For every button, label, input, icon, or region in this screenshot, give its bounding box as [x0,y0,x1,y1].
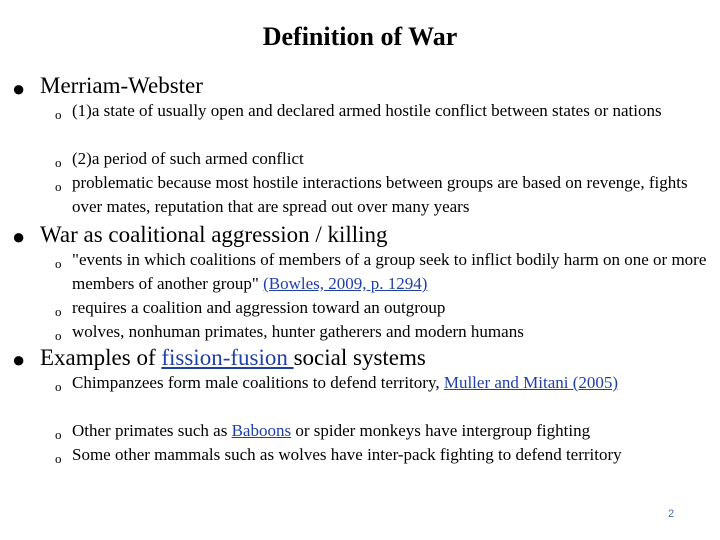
bullet-dot: ● [12,347,26,372]
slide-title: Definition of War [262,22,458,51]
item-text: or spider monkeys have intergroup fighting [291,421,591,440]
quote-text: "events in which coalitions of members of a group seek to inflict bodily harm on one or more members of another group" [72,250,707,293]
section-heading-coalitional-aggression: War as coalitional aggression / killing [40,222,388,247]
bullet-dot: ● [12,224,26,249]
sub-bullet: o [55,256,62,271]
list-item: requires a coalition and aggression toward an outgroup [72,298,446,317]
section-heading-merriam-webster: Merriam-Webster [40,73,203,98]
section-heading-examples [40,345,426,371]
list-item: problematic because most hostile interactions between groups are based on revenge, fights over mates, reputation that are spread out over many years [72,173,688,216]
sub-bullet: o [55,328,62,343]
list-item: Some other mammals such as wolves have inter-pack fighting to defend territory [72,445,622,464]
baboons-link[interactable]: Baboons [231,421,292,440]
list-item: (2)a period of such armed conflict [72,149,304,168]
bowles-citation-link[interactable]: (Bowles, 2009, p. 1294) [263,274,428,293]
sub-bullet: o [55,379,62,394]
sub-bullet: o [55,179,62,194]
sub-bullet: o [55,304,62,319]
item-text: Other primates such as [72,421,232,440]
fission-fusion-link[interactable]: fission-fusion [161,345,294,370]
bullet-dot: ● [12,76,26,101]
list-item: wolves, nonhuman primates, hunter gatherers and modern humans [72,322,524,341]
heading-text: Examples of [40,345,162,370]
sub-bullet: o [55,107,62,122]
sub-bullet: o [55,155,62,170]
page-number: 2 [668,508,675,520]
heading-text: social systems [293,345,426,370]
sub-bullet: o [55,427,62,442]
list-item [72,371,712,395]
muller-mitani-link[interactable]: Muller and Mitani (2005) [443,373,619,392]
list-item [72,419,712,443]
item-text: Chimpanzees form male coalitions to defend territory, [72,373,444,392]
list-item: (1)a state of usually open and declared armed hostile conflict between states or nations [72,101,662,120]
sub-bullet: o [55,451,62,466]
list-item [72,248,712,296]
